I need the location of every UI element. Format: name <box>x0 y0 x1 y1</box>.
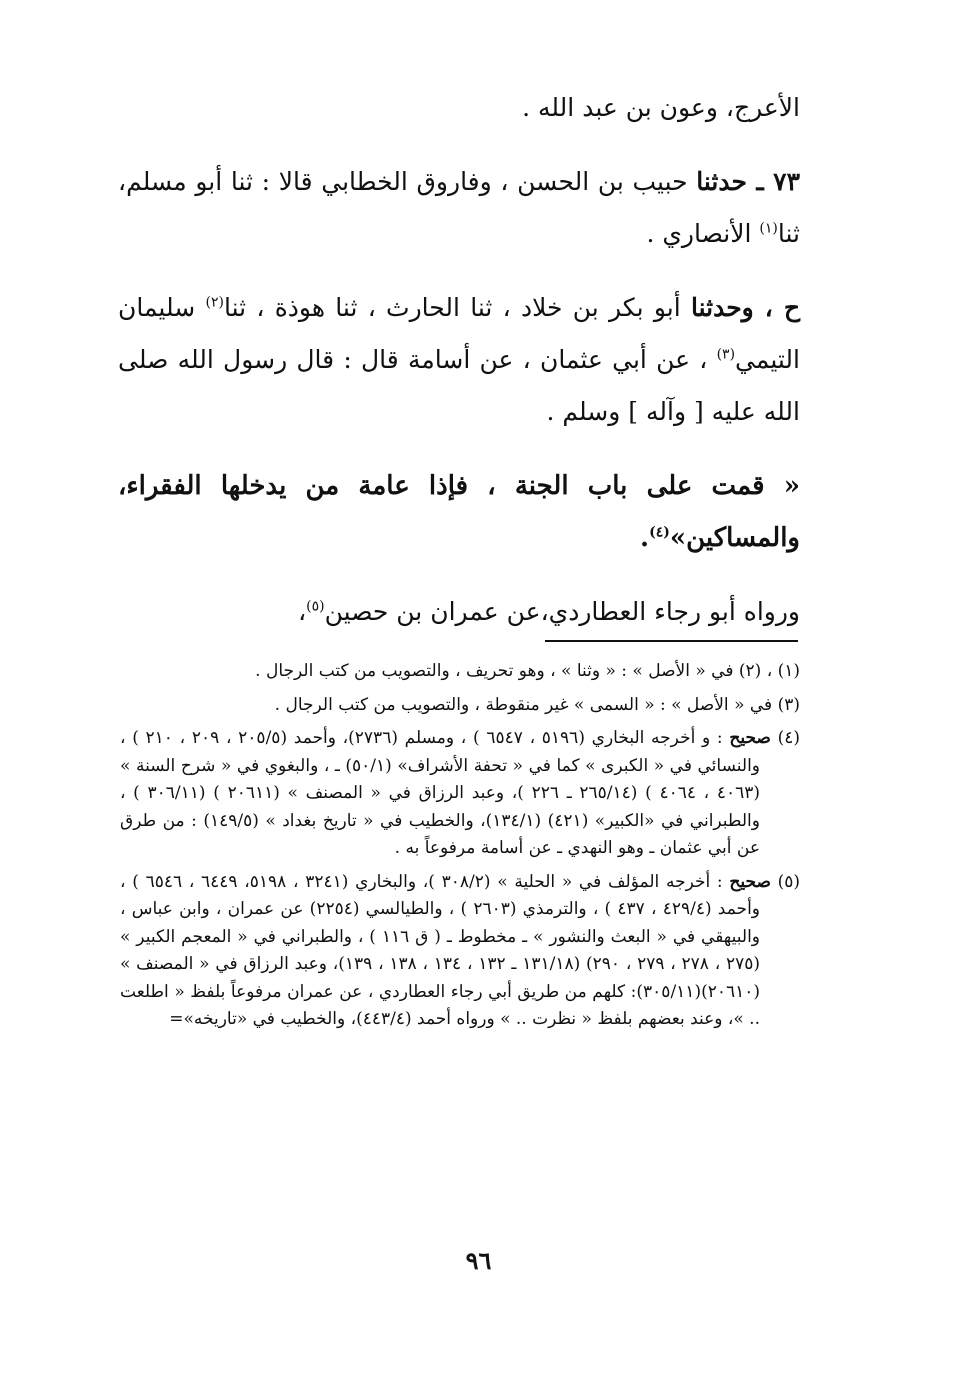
isnad-2-text: أبو بكر بن خلاد ، ثنا الحارث ، ثنا هوذة ، ثنا <box>223 293 691 322</box>
footnote-ref-4[interactable]: (٤) <box>649 524 670 541</box>
footnote-text: : و أخرجه البخاري (٥١٩٦ ، ٦٥٤٧ ) ، ومسلم (٢٧٣٦)، وأحمد (٢٠٥/٥ ، ٢٠٩ ، ٢١٠ ) ، والنسائي في « الكبرى » كما في « تحفة الأشراف» (٥٠/١) ـ ، والبغوي في « شرح السنة » (٤٠٦٣ ، ٤٠٦٤ ) (٢٦٥/١٤ ـ ٢٢٦ )، وعبد الرزاق في « المصنف » (٢٠٦١١ ) (٣٠٦/١١ ) ، والطبراني في «الكبير» (٤٢١) (١٣٤/١)، والخطيب في « تاريخ بغداد » (١٤٩/٥) : من طرق عن أبي عثمان ـ وهو النهدي ـ عن أسامة مرفوعاً به . <box>120 728 761 858</box>
footnote-divider <box>545 640 798 642</box>
footnotes <box>120 658 800 1040</box>
footnote-ref-1[interactable]: (١) <box>759 220 778 237</box>
isnad-2-text-2: سليمان التيمي <box>118 293 800 374</box>
hadith-text: « قمت على باب الجنة ، فإذا عامة من يدخلها الفقراء، والمساكين» <box>118 471 800 553</box>
footnote-5 <box>120 869 800 1034</box>
footnote-1-2 <box>120 658 800 686</box>
isnad-2-start: ح ، وحدثنا <box>690 293 800 322</box>
hadith-matn <box>118 460 800 564</box>
footnote-ref-2[interactable]: (٢) <box>205 294 224 311</box>
footnote-text: في « الأصل » : « السمى » غير منقوطة ، والتصويب من كتب الرجال . <box>274 694 773 715</box>
hadith-end: . <box>640 523 650 553</box>
page-number: ٩٦ <box>465 1246 492 1275</box>
riwaya-end: ، <box>298 597 307 626</box>
hadith-73-isnad-1 <box>118 156 800 260</box>
footnote-4 <box>120 725 800 863</box>
footnote-ref-5[interactable]: (٥) <box>306 598 325 615</box>
riwaya-line <box>118 586 800 638</box>
footnote-grade: صحيح <box>729 871 771 892</box>
continuation-text: الأعرج، وعون بن عبد الله . <box>522 93 800 122</box>
footnote-number: (١) ، (٢) <box>733 661 800 681</box>
footnote-number: (٣) <box>772 694 800 715</box>
riwaya-text: ورواه أبو رجاء العطاردي،عن عمران بن حصين <box>324 597 800 626</box>
footnote-3 <box>120 692 800 720</box>
footnote-text: : أخرجه المؤلف في « الحلية » (٣٠٨/٢ )، والبخاري (٣٢٤١ ، ٥١٩٨، ٦٤٤٩ ، ٦٥٤٦ ) ، وأحمد (٤٢٩/٤ ، ٤٣٧ ) ، والترمذي (٢٦٠٣ ) ، والطيالسي (٢٢٥٤) عن عمران ، وابن عباس ، والبيهقي في « البعث والنشور » ـ مخطوط ـ ( ق ١١٦ ) ، والطبراني في « المعجم الكبير » (٢٧٥ ، ٢٧٨ ، ٢٧٩ ، ٢٩٠) (١٣١/١٨ ـ ١٣٢ ، ١٣٤ ، ١٣٨ ، ١٣٩)، وعبد الرزاق في « المصنف » (٢٠٦١٠)(٣٠٥/١١): كلهم من طريق أبي رجاء العطاردي ، عن عمران مرفوعاً بلفظ « اطلعت .. »، وعند بعضهم بلفظ « نظرت .. » ورواه أحمد (٤٤٣/٤)، والخطيب في «تاريخه»= <box>120 871 761 1029</box>
footnote-ref-3[interactable]: (٣) <box>716 346 736 363</box>
hadith-73-isnad-2 <box>118 282 800 438</box>
isnad-end: الأنصاري . <box>646 219 760 248</box>
hadith-number: ٧٣ ـ حدثنا <box>696 167 800 196</box>
footnote-number: (٥) <box>770 871 801 892</box>
continuation-line <box>118 82 800 134</box>
main-text <box>118 82 800 660</box>
isnad-2-end: ، عن أبي عثمان ، عن أسامة قال : قال رسول الله صلى الله عليه [ وآله ] وسلم . <box>118 345 800 426</box>
footnote-text: في « الأصل » : « وثنا » ، وهو تحريف ، والتصويب من كتب الرجال . <box>255 661 734 681</box>
isnad-text: حبيب بن الحسن ، وفاروق الخطابي قالا : ثنا أبو مسلم، ثنا <box>118 167 800 248</box>
footnote-number: (٤) <box>770 728 800 748</box>
footnote-grade: صحيح <box>729 728 771 748</box>
